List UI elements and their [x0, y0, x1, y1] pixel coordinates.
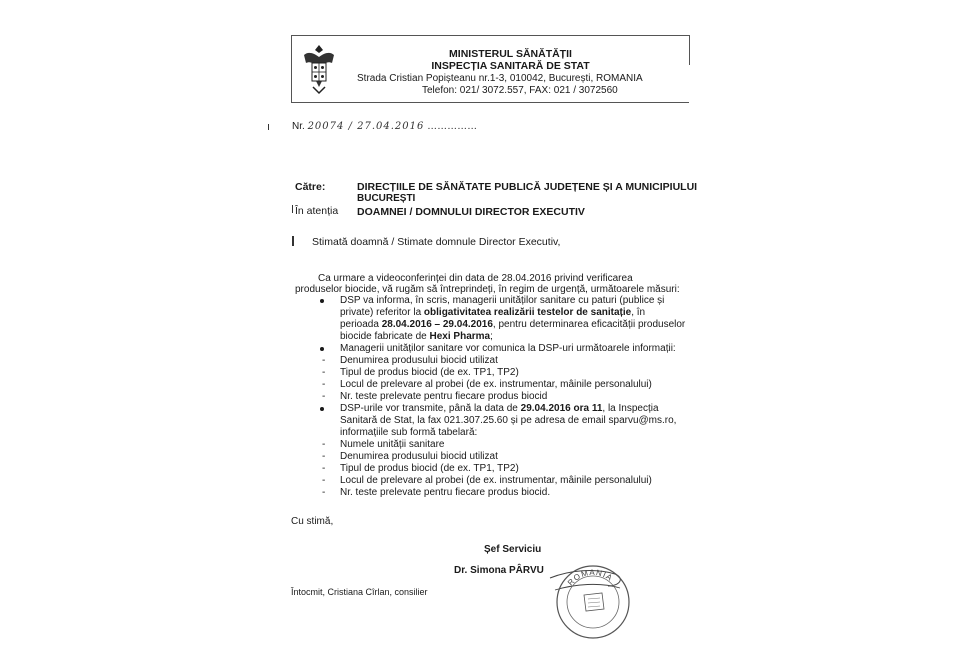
bullet-icon [320, 347, 324, 351]
margin-mark [268, 124, 269, 130]
list1-item: Tipul de produs biocid (de ex. TP1, TP2) [340, 367, 519, 378]
bullet3-line2: Sanitară de Stat, la fax 021.307.25.60 și pe adresa de email sparvu@ms.ro, [340, 415, 677, 426]
list2-item: Tipul de produs biocid (de ex. TP1, TP2) [340, 463, 519, 474]
to-value-line2: BUCUREȘTI [357, 193, 416, 204]
phone-fax: Telefon: 021/ 3072.557, FAX: 021 / 3072560 [422, 85, 618, 96]
signatory-name: Dr. Simona PÂRVU [454, 565, 544, 576]
document-page: MINISTERUL SĂNĂTĂȚII INSPECȚIA SANITARĂ DE STAT Strada Cristian Popișteanu nr.1-3, 010042, București, ROMANIA Telefon: 021/ 3072.557, FAX: 021 / 3072560 Nr. 20074 / 27.04.2016 …………… Către: DIRECȚIILE DE SĂNĂTATE PUBLICĂ JUDEȚENE ȘI A MUNICIPIULUI BUCUREȘTI În atenția DOAMNEI / DOMNULUI DIRECTOR EXECUTIV Stimată doamnă / Stimate domnule Director Executiv, Ca urmare a videoconferinței din data de 28.04.2016 privind verificarea produselor biocide, vă rugăm să întreprindeți, în regim de urgență, următoarele măsuri: DSP va informa, în scris, managerii unităților sanitare cu paturi (publice și private) referitor la obligativitatea realizării testelor de sanitație, în perioada 28.04.2016 – 29.04.2016, pentru determinarea eficacității produselor biocide fabricate de Hexi Pharma; Managerii unităților sanitare vor comunica la DSP-uri următoarele informații: - Denumirea produsului biocid utilizat - Tipul de produs biocid (de ex. TP1, TP2) - Locul de prelevare al probei (de ex. instrumentar, mâinile personalului) - Nr. teste prelevate pentru fiecare produs biocid DSP-urile vor transmite, până la data de 29.04.2016 ora 11, la Inspecția Sanitară de Stat, la fax 021.307.25.60 și pe adresa de email sparvu@ms.ro, informațiile sub formă tabelară: - Numele unității sanitare - Denumirea produsului biocid utilizat - Tipul de produs biocid (de ex. TP1, TP2) - Locul de prelevare al probei (de ex. instrumentar, mâinile personalului) - Nr. teste prelevate pentru fiecare produs biocid. Cu stimă, Șef Serviciu Dr. Simona PÂRVU Întocmit, Cristiana Cîrlan, consilier ROMANIA [0, 0, 980, 647]
bullet2-line1: Managerii unităților sanitare vor comunica la DSP-uri următoarele informații: [340, 343, 676, 354]
bullet1-line3: perioada 28.04.2016 – 29.04.2016, pentru determinarea eficacității produselor [340, 319, 686, 330]
intro-line1: Ca urmare a videoconferinței din data de 28.04.2016 privind verificarea [318, 273, 633, 284]
handwritten-reference: 20074 / 27.04.2016 [307, 121, 425, 132]
address: Strada Cristian Popișteanu nr.1-3, 010042, București, ROMANIA [357, 73, 643, 84]
signatory-title: Șef Serviciu [484, 544, 542, 555]
attention-value: DOAMNEI / DOMNULUI DIRECTOR EXECUTIV [357, 206, 585, 218]
list1-item: Locul de prelevare al probei (de ex. instrumentar, mâinile personalului) [340, 379, 652, 390]
to-label: Către: [295, 181, 326, 193]
list2-item: Denumirea produsului biocid utilizat [340, 451, 498, 462]
reference-label: Nr. [292, 121, 305, 132]
bullet1-line2: private) referitor la obligativitatea realizării testelor de sanitație, în [340, 307, 646, 318]
letterhead [291, 35, 689, 103]
reference-number: Nr. 20074 / 27.04.2016 …………… [292, 121, 478, 132]
stamp-text: ROMANIA [565, 567, 615, 588]
stamp-icon [554, 563, 632, 641]
margin-mark [292, 205, 293, 213]
salutation: Stimată doamnă / Stimate domnule Director Executiv, [312, 236, 561, 248]
to-value-line1: DIRECȚIILE DE SĂNĂTATE PUBLICĂ JUDEȚENE ȘI A MUNICIPIULUI [357, 181, 698, 193]
bullet1-line1: DSP va informa, în scris, managerii unităților sanitare cu paturi (publice și [340, 295, 665, 306]
margin-mark [292, 236, 294, 246]
bullet3-line3: informațiile sub formă tabelară: [340, 427, 478, 438]
bullet-icon [320, 299, 324, 303]
ministry-name: MINISTERUL SĂNĂTĂȚII [449, 48, 572, 60]
attention-label: În atenția [295, 205, 339, 217]
list1-item: Nr. teste prelevate pentru fiecare produs biocid [340, 391, 548, 402]
bullet1-line4: biocide fabricate de Hexi Pharma; [340, 331, 493, 342]
intro-line2: produselor biocide, vă rugăm să întreprindeți, în regim de urgență, următoarele măsuri: [295, 284, 680, 295]
list1-item: Denumirea produsului biocid utilizat [340, 355, 498, 366]
bullet3-line1: DSP-urile vor transmite, până la data de 29.04.2016 ora 11, la Inspecția [340, 403, 659, 414]
list2-item: Nr. teste prelevate pentru fiecare produs biocid. [340, 487, 551, 498]
bullet-icon [320, 407, 324, 411]
svg-text:ROMANIA [566, 568, 615, 587]
inspection-name: INSPECȚIA SANITARĂ DE STAT [431, 60, 590, 72]
list2-item: Locul de prelevare al probei (de ex. instrumentar, mâinile personalului) [340, 475, 652, 486]
closing-regards: Cu stimă, [291, 516, 334, 527]
list2-item: Numele unității sanitare [340, 439, 445, 450]
prepared-by: Întocmit, Cristiana Cîrlan, consilier [291, 587, 428, 597]
